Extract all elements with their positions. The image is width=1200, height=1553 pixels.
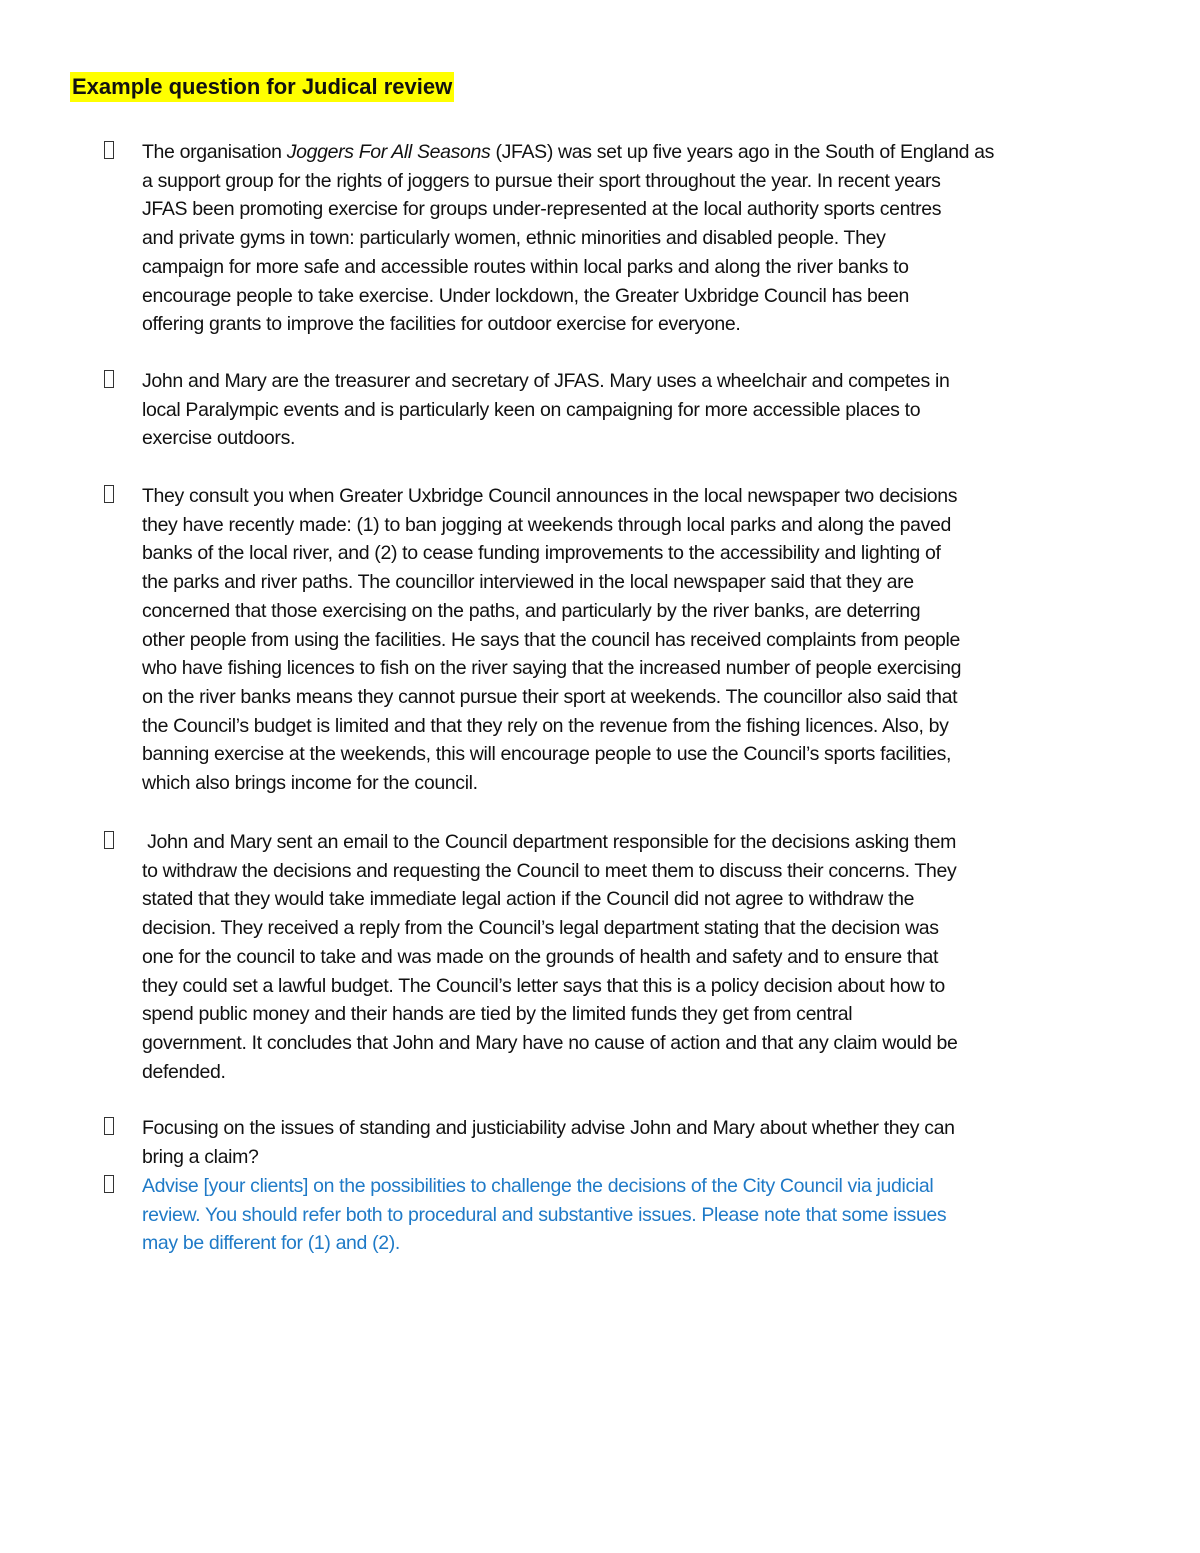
paragraph-line: which also brings income for the council.: [142, 772, 478, 795]
paragraph-line: decision. They received a reply from the Council’s legal department stating that the decision was: [142, 917, 939, 940]
paragraph-line: who have fishing licences to fish on the river saying that the increased number of people exercising: [142, 657, 962, 680]
paragraph-line: to withdraw the decisions and requesting the Council to meet them to discuss their concerns. They: [142, 859, 957, 882]
paragraph-line: may be different for (1) and (2).: [142, 1232, 400, 1255]
paragraph-line: campaign for more safe and accessible routes within local parks and along the river banks to: [142, 255, 909, 278]
paragraph-text: [142, 1114, 1142, 1171]
bullet-box-icon: [104, 831, 114, 849]
paragraph-line: banks of the local river, and (2) to cease funding improvements to the accessibility and lighting of: [142, 542, 941, 565]
paragraph-line: review. You should refer both to procedural and substantive issues. Please note that some issues: [142, 1203, 947, 1226]
bullet-box-icon: [104, 370, 114, 388]
paragraph-line: a support group for the rights of joggers to pursue their sport throughout the year. In recent years: [142, 169, 941, 192]
bullet-box-icon: [104, 141, 114, 159]
organisation-name: Joggers For All Seasons: [286, 141, 491, 163]
paragraph-line: other people from using the facilities. He says that the council has received complaints from people: [142, 628, 961, 651]
bullet-box-icon: [104, 1175, 114, 1193]
paragraph-line: the parks and river paths. The councillor interviewed in the local newspaper said that they are: [142, 571, 914, 594]
paragraph-line: exercise outdoors.: [142, 427, 296, 450]
paragraph-text: [142, 828, 1142, 1086]
paragraph-line: they could set a lawful budget. The Council’s letter says that this is a policy decision about how to: [142, 974, 945, 997]
paragraph-line: spend public money and their hands are tied by the limited funds they get from central: [142, 1003, 853, 1026]
paragraph-line: bring a claim?: [142, 1145, 259, 1168]
paragraph-line: banning exercise at the weekends, this will encourage people to use the Council’s sports facilities,: [142, 743, 952, 766]
paragraph-text: [142, 367, 1142, 453]
text-segment: The organisation: [142, 141, 287, 163]
paragraph-line: [142, 138, 1142, 167]
paragraph-text: [142, 138, 1142, 339]
paragraph-line: encourage people to take exercise. Under lockdown, the Greater Uxbridge Council has been: [142, 284, 910, 307]
paragraph-line: one for the council to take and was made on the grounds of health and safety and to ensure that: [142, 945, 939, 968]
paragraph-line: the Council’s budget is limited and that they rely on the revenue from the fishing licences. Also, by: [142, 714, 949, 737]
paragraph-text-highlighted: [142, 1172, 1142, 1258]
paragraph-line: John and Mary sent an email to the Council department responsible for the decisions asking them: [142, 831, 957, 853]
paragraph-line: stated that they would take immediate legal action if the Council did not agree to withdraw the: [142, 888, 915, 911]
bullet-box-icon: [104, 1117, 114, 1135]
paragraph-line: Focusing on the issues of standing and justiciability advise John and Mary about whether they can: [142, 1117, 955, 1139]
text-segment: (JFAS) was set up five years ago in the South of England as: [490, 141, 995, 163]
paragraph-line: on the river banks means they cannot pursue their sport at weekends. The councillor also said that: [142, 685, 958, 708]
bullet-box-icon: [104, 485, 114, 503]
paragraph-line: they have recently made: (1) to ban jogging at weekends through local parks and along the paved: [142, 513, 952, 536]
paragraph-text: [142, 482, 1142, 798]
paragraph-line: local Paralympic events and is particularly keen on campaigning for more accessible places to: [142, 398, 921, 421]
paragraph-line: and private gyms in town: particularly women, ethnic minorities and disabled people. They: [142, 227, 886, 250]
paragraph-line: JFAS been promoting exercise for groups under-represented at the local authority sports centres: [142, 198, 942, 221]
paragraph-line: offering grants to improve the facilities for outdoor exercise for everyone.: [142, 313, 741, 336]
paragraph-line: defended.: [142, 1060, 226, 1083]
paragraph-line: government. It concludes that John and Mary have no cause of action and that any claim would be: [142, 1031, 958, 1054]
paragraph-line: Advise [your clients] on the possibilities to challenge the decisions of the City Council via judicial: [142, 1175, 934, 1197]
paragraph-line: concerned that those exercising on the paths, and particularly by the river banks, are deterring: [142, 599, 921, 622]
paragraph-line: John and Mary are the treasurer and secretary of JFAS. Mary uses a wheelchair and competes in: [142, 370, 950, 392]
paragraph-line: They consult you when Greater Uxbridge Council announces in the local newspaper two decisions: [142, 485, 958, 507]
document-title: Example question for Judical review: [70, 72, 454, 102]
